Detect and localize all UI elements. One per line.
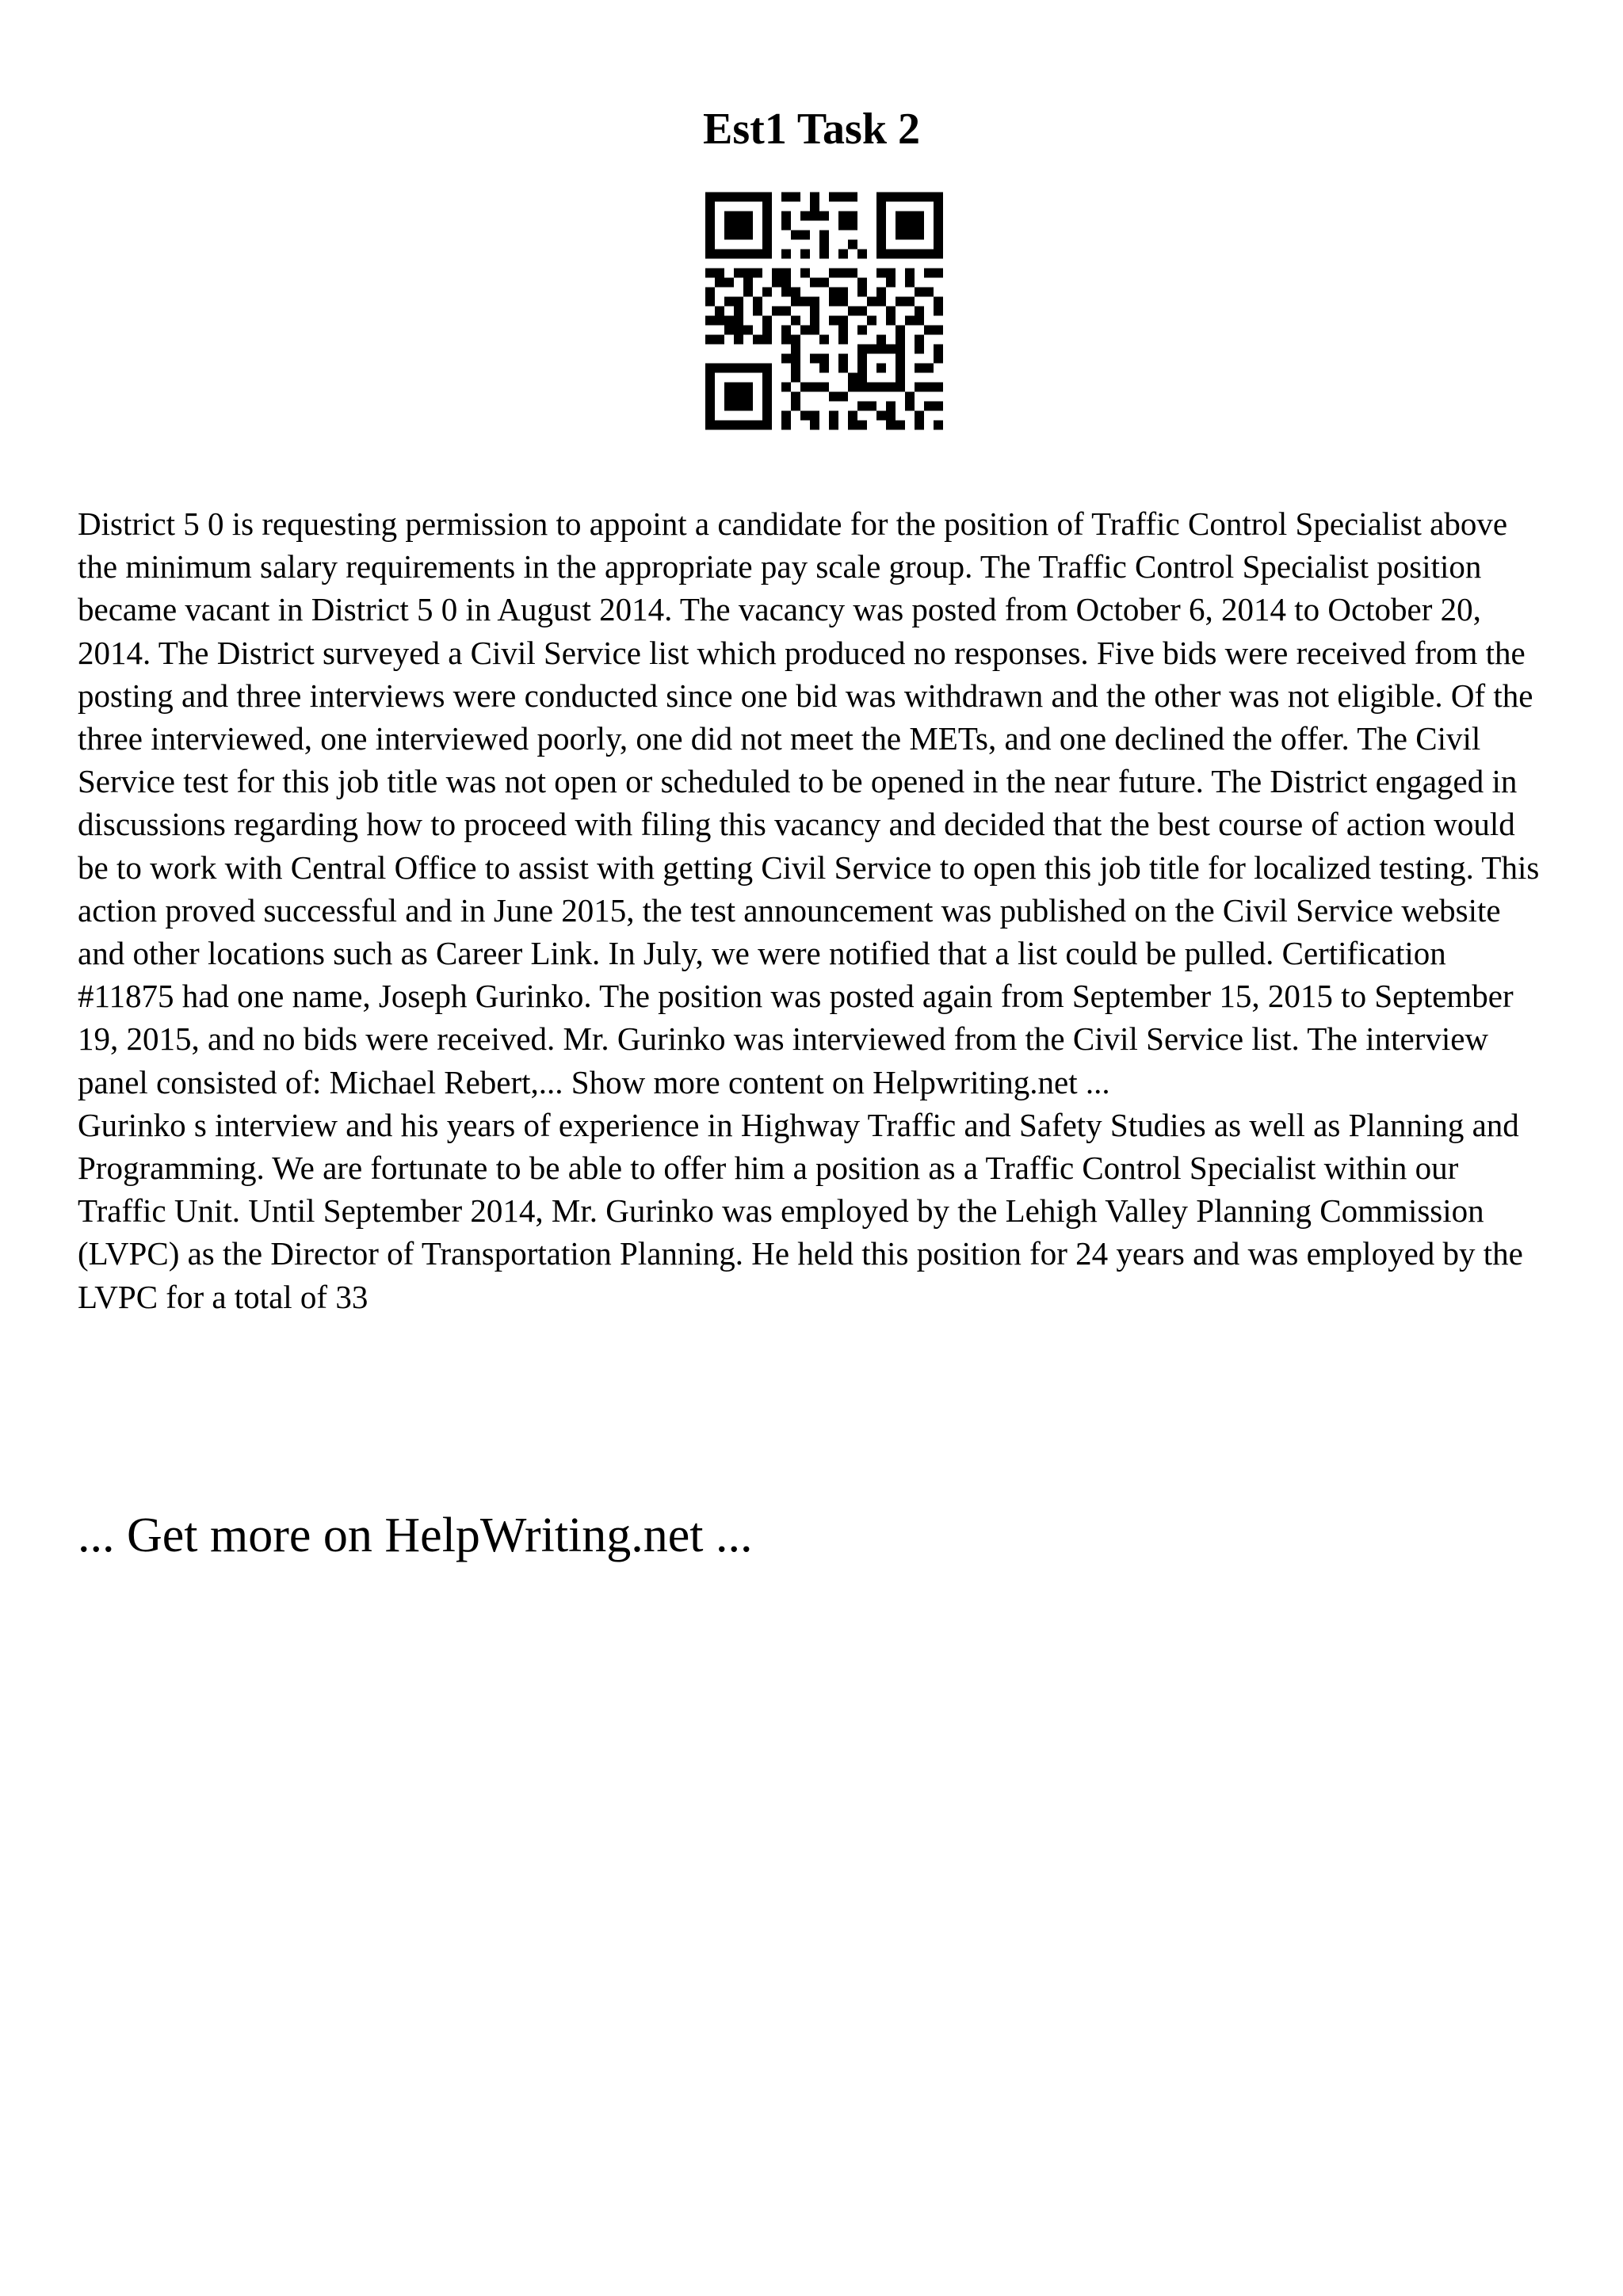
qr-code [705,190,943,432]
get-more-link[interactable]: ... Get more on HelpWriting.net ... [78,1508,753,1562]
paragraph: Gurinko s interview and his years of experience in Highway Traffic and Safety Studies as well as Planning and Programming. We are fortunate to be able to offer him a position as a Traffic Control Specialist within our Traffic Unit. Until September 2014, Mr. Gurinko was employed by the Lehigh Valley Planning Commission (LVPC) as the Director of Transportation Planning. He held this position for 24 years and was employed by the LVPC for a total of 33 [78,1106,1523,1315]
document-body [78,502,1549,1318]
document-title: Est1 Task 2 [703,105,920,154]
paragraph: District 5 0 is requesting permission to appoint a candidate for the position of Traffic Control Specialist above the minimum salary requirements in the appropriate pay scale group. The Traffic Control Specialist position became vacant in District 5 0 in August 2014. The vacancy was posted from October 6, 2014 to October 20, 2014. The District surveyed a Civil Service list which produced no responses. Five bids were received from the posting and three interviews were conducted since one bid was withdrawn and the other was not eligible. Of the three interviewed, one interviewed poorly, one did not meet the METs, and one declined the offer. The Civil Service test for this job title was not open or scheduled to be opened in the near future. The District engaged in discussions regarding how to proceed with filing this vacancy and decided that the best course of action would be to work with Central Office to assist with getting Civil Service to open this job title for localized testing. This action proved successful and in June 2015, the test announcement was published on the Civil Service website and other locations such as Career Link. In July, we were notified that a list could be pulled. Certification #11875 had one name, Joseph Gurinko. The position was posted again from September 15, 2015 to September 19, 2015, and no bids were received. Mr. Gurinko was interviewed from the Civil Service list. The interview panel consisted of: Michael Rebert,... Show more content on Helpwriting.net ... [78,505,1540,1100]
